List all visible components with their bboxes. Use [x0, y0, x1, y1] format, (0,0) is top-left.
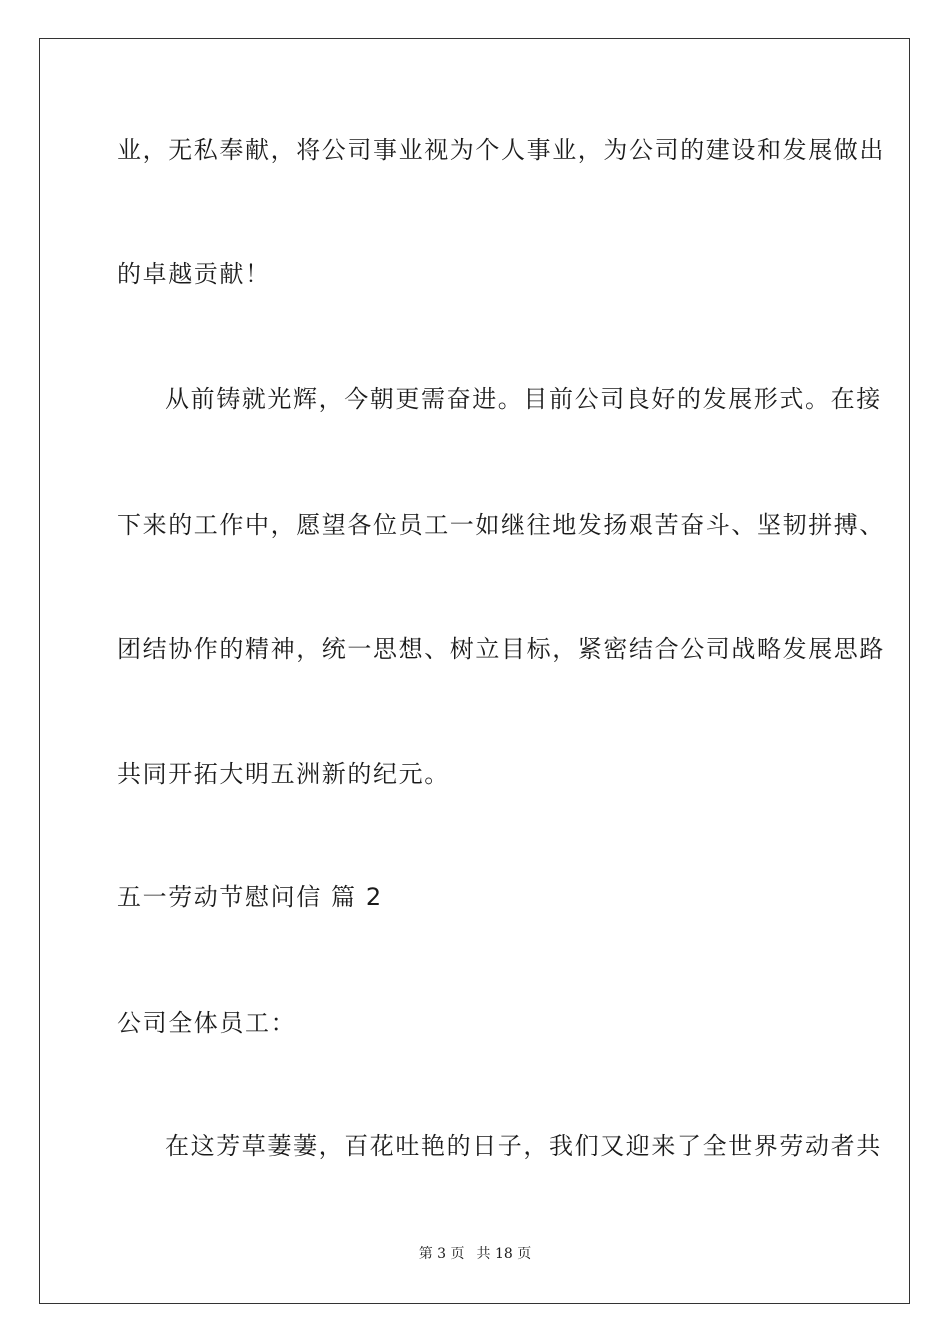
page-total: 共 18 页	[476, 1246, 532, 1262]
section-heading: 五一劳动节慰问信 篇 2	[117, 883, 383, 911]
page-number: 第 3 页	[418, 1246, 465, 1262]
page-border	[39, 38, 910, 1304]
paragraph-line: 业，无私奉献，将公司事业视为个人事业，为公司的建设和发展做出	[117, 136, 885, 164]
paragraph-line: 在这芳草萋萋，百花吐艳的日子，我们又迎来了全世界劳动者共	[165, 1132, 882, 1160]
paragraph-line: 团结协作的精神，统一思想、树立目标，紧密结合公司战略发展思路	[117, 635, 885, 663]
paragraph-line: 共同开拓大明五洲新的纪元。	[117, 760, 450, 788]
paragraph-line: 的卓越贡献！	[117, 260, 271, 288]
paragraph-line: 下来的工作中，愿望各位员工一如继往地发扬艰苦奋斗、坚韧拼搏、	[117, 511, 885, 539]
salutation: 公司全体员工：	[117, 1009, 297, 1037]
page-footer	[0, 1244, 950, 1264]
paragraph-line: 从前铸就光辉，今朝更需奋进。目前公司良好的发展形式。在接	[165, 385, 882, 413]
